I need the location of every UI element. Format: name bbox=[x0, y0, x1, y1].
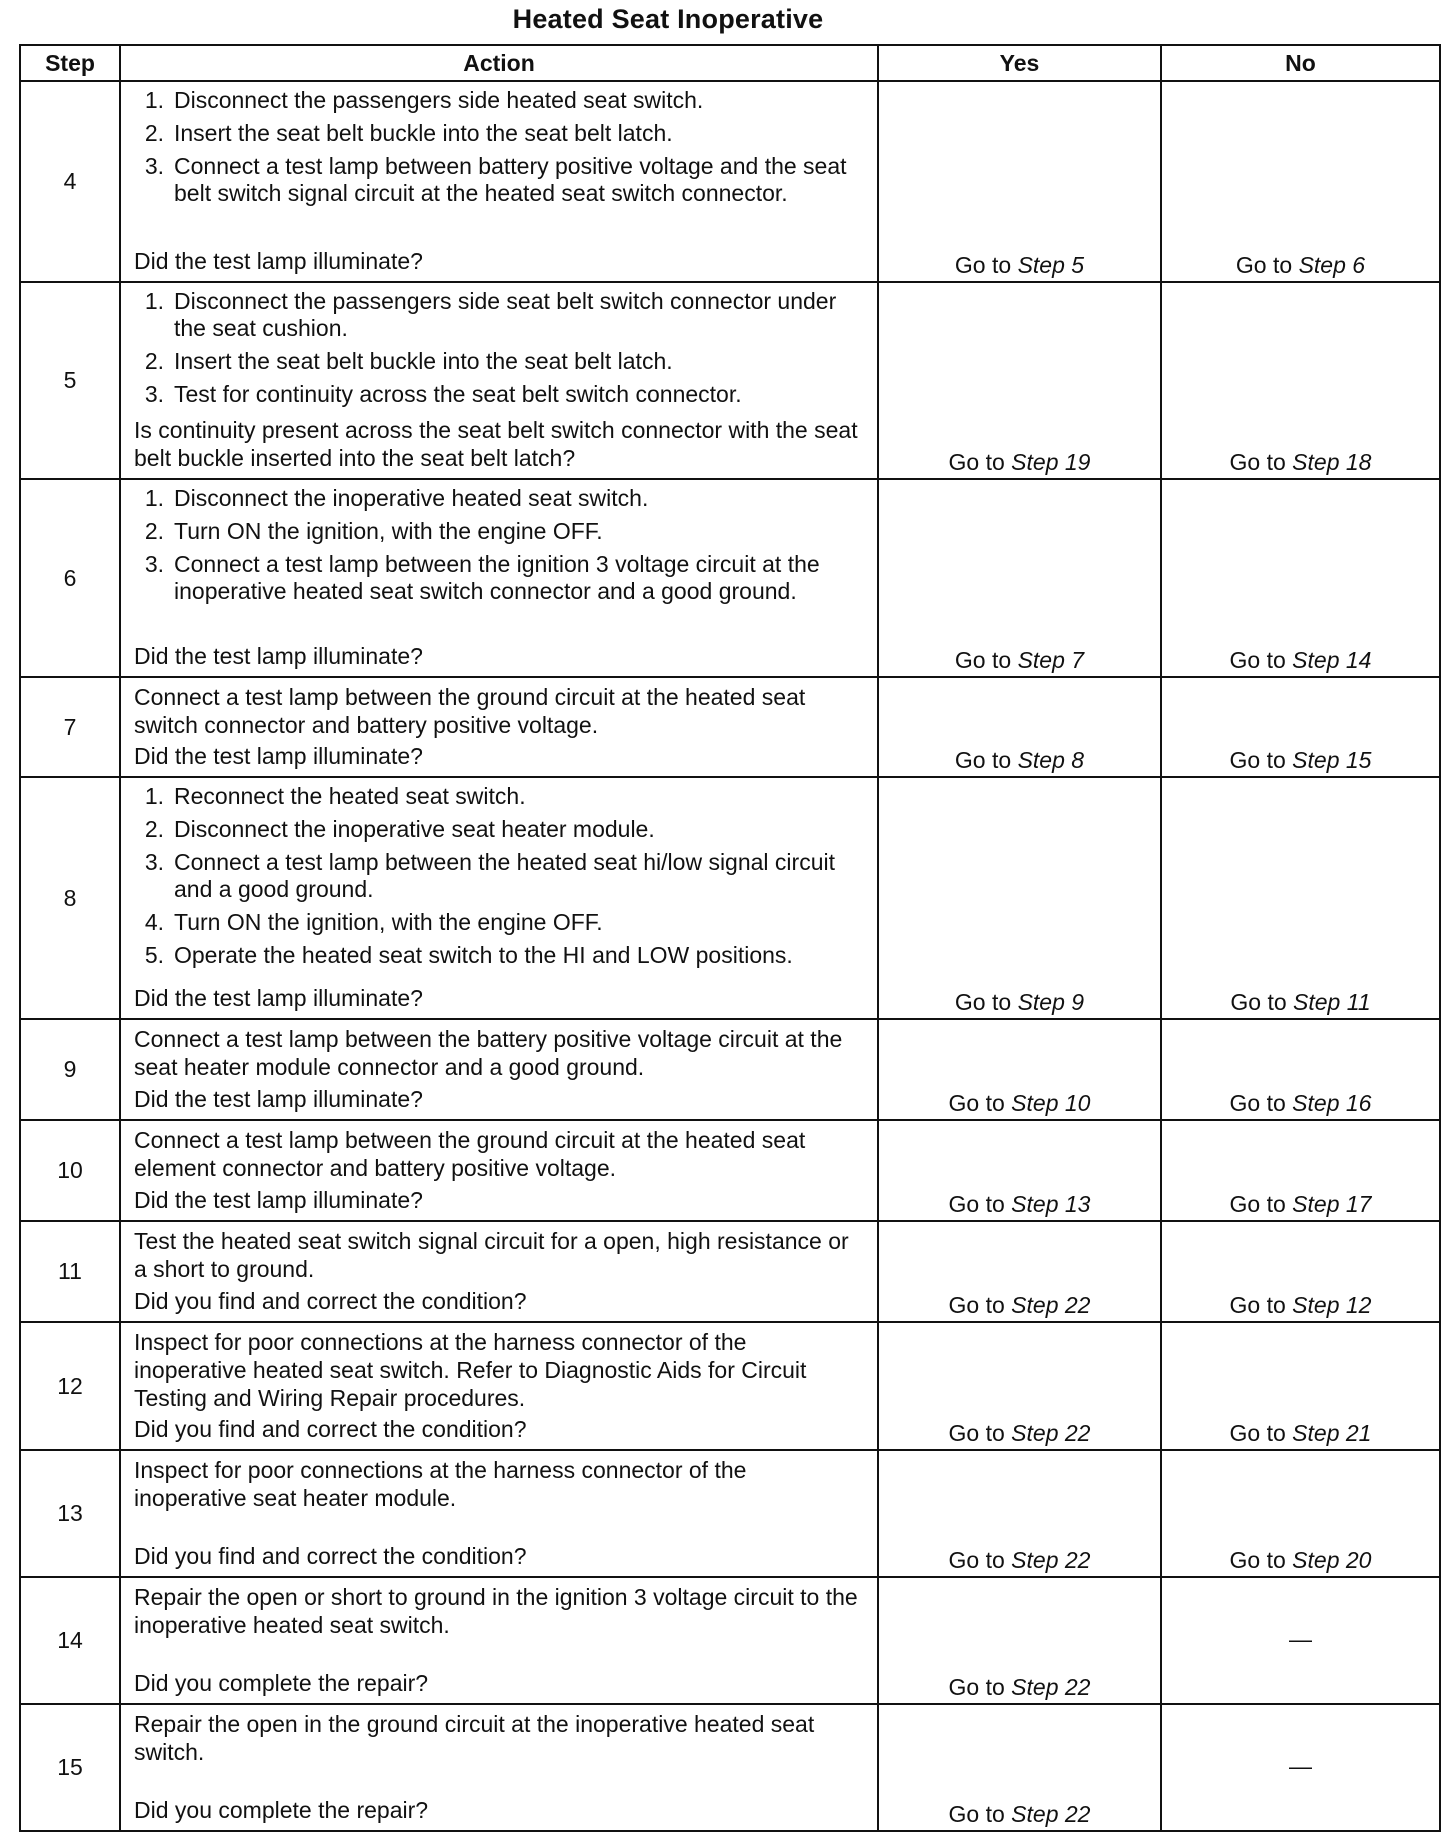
goto-step-link[interactable]: Step 8 bbox=[1017, 747, 1085, 773]
no-goto bbox=[1162, 989, 1439, 1016]
list-item-number: 3. bbox=[144, 551, 164, 577]
goto-prefix: Go to bbox=[948, 1801, 1005, 1827]
action-list-item bbox=[134, 909, 865, 936]
yes-cell bbox=[878, 282, 1161, 479]
list-item-number: 1. bbox=[144, 783, 164, 809]
action-list-item bbox=[134, 551, 865, 605]
yes-cell bbox=[878, 81, 1161, 282]
action-cell bbox=[120, 777, 878, 1019]
step-number: 8 bbox=[20, 777, 120, 1019]
yes-goto bbox=[879, 1292, 1160, 1319]
goto-step-link[interactable]: Step 7 bbox=[1017, 647, 1085, 673]
list-item-number: 1. bbox=[144, 485, 164, 511]
yes-cell bbox=[878, 1019, 1161, 1120]
action-text: Repair the open or short to ground in the ignition 3 voltage circuit to the inoperative heated seat switch. bbox=[134, 1584, 858, 1638]
action-cell bbox=[120, 282, 878, 479]
no-goto bbox=[1162, 1292, 1439, 1319]
table-row bbox=[20, 777, 1440, 1019]
yes-goto bbox=[879, 1801, 1160, 1828]
list-item-number: 1. bbox=[144, 288, 164, 314]
goto-step-link[interactable]: Step 22 bbox=[1011, 1292, 1091, 1318]
yes-cell bbox=[878, 1120, 1161, 1221]
action-question: Did you complete the repair? bbox=[134, 1797, 429, 1823]
yes-cell bbox=[878, 1577, 1161, 1704]
step-number: 9 bbox=[20, 1019, 120, 1120]
goto-prefix: Go to bbox=[1230, 989, 1287, 1015]
goto-prefix: Go to bbox=[948, 1674, 1005, 1700]
list-item-number: 5. bbox=[144, 942, 164, 968]
no-goto bbox=[1162, 449, 1439, 476]
goto-step-link[interactable]: Step 5 bbox=[1017, 252, 1085, 278]
action-question: Did the test lamp illuminate? bbox=[134, 743, 423, 769]
table-row bbox=[20, 677, 1440, 777]
list-item-text: Disconnect the passengers side heated seat switch. bbox=[174, 87, 704, 113]
action-question: Did you find and correct the condition? bbox=[134, 1288, 527, 1314]
goto-step-link[interactable]: Step 19 bbox=[1011, 449, 1091, 475]
action-question: Did the test lamp illuminate? bbox=[134, 985, 423, 1011]
list-item-text: Turn ON the ignition, with the engine OFF. bbox=[174, 909, 603, 935]
action-list-item bbox=[134, 153, 865, 207]
no-goto bbox=[1162, 252, 1439, 279]
goto-step-link[interactable]: Step 16 bbox=[1292, 1090, 1372, 1116]
goto-prefix: Go to bbox=[954, 989, 1012, 1015]
action-text: Inspect for poor connections at the harness connector of the inoperative seat heater module. bbox=[134, 1457, 747, 1511]
goto-step-link[interactable]: Step 9 bbox=[1017, 989, 1085, 1015]
goto-prefix: Go to bbox=[1229, 1191, 1286, 1217]
action-cell bbox=[120, 479, 878, 677]
action-cell bbox=[120, 1577, 878, 1704]
action-question: Did you find and correct the condition? bbox=[134, 1416, 527, 1442]
not-applicable-dash: — bbox=[1289, 1625, 1312, 1652]
step-number: 10 bbox=[20, 1120, 120, 1221]
no-goto bbox=[1162, 1420, 1439, 1447]
page-title: Heated Seat Inoperative bbox=[512, 4, 824, 34]
goto-prefix: Go to bbox=[1229, 449, 1286, 475]
yes-goto bbox=[879, 449, 1160, 476]
no-goto bbox=[1162, 1191, 1439, 1218]
list-item-number: 2. bbox=[144, 120, 164, 146]
action-text: Inspect for poor connections at the harness connector of the inoperative heated seat switch. Refer to Diagnostic Aids for Circuit Testing and Wiring Repair procedures. bbox=[134, 1329, 807, 1411]
goto-prefix: Go to bbox=[1229, 1547, 1286, 1573]
no-cell bbox=[1161, 1704, 1440, 1831]
goto-step-link[interactable]: Step 13 bbox=[1011, 1191, 1091, 1217]
list-item-number: 2. bbox=[144, 348, 164, 374]
action-question: Did you complete the repair? bbox=[134, 1670, 429, 1696]
step-number: 12 bbox=[20, 1322, 120, 1450]
goto-prefix: Go to bbox=[1229, 1420, 1286, 1446]
yes-cell bbox=[878, 1450, 1161, 1577]
goto-prefix: Go to bbox=[948, 1547, 1005, 1573]
action-list-item bbox=[134, 816, 865, 843]
list-item-text: Connect a test lamp between battery positive voltage and the seat belt switch signal circuit at the heated seat switch connector. bbox=[174, 153, 847, 206]
action-list bbox=[134, 783, 865, 969]
action-question: Did the test lamp illuminate? bbox=[134, 1086, 423, 1112]
header-step: Step bbox=[20, 45, 120, 81]
no-cell bbox=[1161, 777, 1440, 1019]
goto-prefix: Go to bbox=[1235, 252, 1293, 278]
goto-step-link[interactable]: Step 6 bbox=[1298, 252, 1366, 278]
step-number: 6 bbox=[20, 479, 120, 677]
action-cell bbox=[120, 1450, 878, 1577]
yes-cell bbox=[878, 1704, 1161, 1831]
table-row bbox=[20, 282, 1440, 479]
action-list-item bbox=[134, 518, 865, 545]
table-row bbox=[20, 81, 1440, 282]
list-item-text: Reconnect the heated seat switch. bbox=[174, 783, 526, 809]
goto-prefix: Go to bbox=[948, 1090, 1005, 1116]
no-cell bbox=[1161, 1450, 1440, 1577]
goto-step-link[interactable]: Step 22 bbox=[1011, 1420, 1091, 1446]
action-cell bbox=[120, 1704, 878, 1831]
yes-goto bbox=[879, 647, 1160, 674]
no-cell bbox=[1161, 282, 1440, 479]
table-row bbox=[20, 479, 1440, 677]
yes-goto bbox=[879, 1191, 1160, 1218]
action-cell bbox=[120, 677, 878, 777]
step-number: 15 bbox=[20, 1704, 120, 1831]
list-item-text: Connect a test lamp between the heated seat hi/low signal circuit and a good ground. bbox=[174, 849, 835, 902]
step-number: 5 bbox=[20, 282, 120, 479]
list-item-number: 4. bbox=[144, 909, 164, 935]
action-list bbox=[134, 87, 865, 207]
table-row bbox=[20, 1704, 1440, 1831]
action-cell bbox=[120, 1322, 878, 1450]
step-number: 14 bbox=[20, 1577, 120, 1704]
goto-step-link[interactable]: Step 10 bbox=[1011, 1090, 1091, 1116]
action-text: Connect a test lamp between the battery positive voltage circuit at the seat heater module connector and a good ground. bbox=[134, 1026, 843, 1080]
action-cell bbox=[120, 1120, 878, 1221]
goto-prefix: Go to bbox=[1229, 647, 1286, 673]
action-list-item bbox=[134, 849, 865, 903]
yes-cell bbox=[878, 479, 1161, 677]
action-text: Repair the open in the ground circuit at the inoperative heated seat switch. bbox=[134, 1711, 815, 1765]
table-row bbox=[20, 1221, 1440, 1322]
goto-step-link[interactable]: Step 11 bbox=[1293, 989, 1371, 1015]
goto-step-link[interactable]: Step 22 bbox=[1011, 1801, 1091, 1827]
no-cell bbox=[1161, 677, 1440, 777]
step-number: 7 bbox=[20, 677, 120, 777]
no-cell bbox=[1161, 1019, 1440, 1120]
goto-step-link[interactable]: Step 21 bbox=[1292, 1420, 1372, 1446]
action-list-item bbox=[134, 87, 865, 114]
goto-prefix: Go to bbox=[1229, 1292, 1286, 1318]
goto-step-link[interactable]: Step 22 bbox=[1011, 1674, 1091, 1700]
header-row bbox=[20, 45, 1440, 81]
step-number: 13 bbox=[20, 1450, 120, 1577]
no-cell bbox=[1161, 1577, 1440, 1704]
action-list-item bbox=[134, 288, 865, 342]
yes-cell bbox=[878, 1221, 1161, 1322]
not-applicable-dash: — bbox=[1289, 1752, 1312, 1779]
action-question: Did the test lamp illuminate? bbox=[134, 1187, 423, 1213]
no-goto bbox=[1162, 1547, 1439, 1574]
yes-goto bbox=[879, 989, 1160, 1016]
goto-prefix: Go to bbox=[948, 449, 1005, 475]
no-cell bbox=[1161, 1120, 1440, 1221]
action-question: Did you find and correct the condition? bbox=[134, 1543, 527, 1569]
header-yes: Yes bbox=[878, 45, 1161, 81]
yes-goto bbox=[879, 1090, 1160, 1117]
table-row bbox=[20, 1120, 1440, 1221]
list-item-text: Operate the heated seat switch to the HI and LOW positions. bbox=[174, 942, 793, 968]
goto-step-link[interactable]: Step 14 bbox=[1292, 647, 1372, 673]
action-list bbox=[134, 288, 865, 408]
action-cell bbox=[120, 1019, 878, 1120]
list-item-text: Turn ON the ignition, with the engine OFF. bbox=[174, 518, 603, 544]
goto-prefix: Go to bbox=[948, 1420, 1005, 1446]
goto-prefix: Go to bbox=[1229, 1090, 1286, 1116]
list-item-text: Test for continuity across the seat belt switch connector. bbox=[174, 381, 742, 407]
list-item-number: 2. bbox=[144, 816, 164, 842]
yes-goto bbox=[879, 252, 1160, 279]
list-item-number: 3. bbox=[144, 849, 164, 875]
table-row bbox=[20, 1322, 1440, 1450]
action-text: Test the heated seat switch signal circuit for a open, high resistance or a short to ground. bbox=[134, 1228, 849, 1282]
action-list-item bbox=[134, 348, 865, 375]
action-list-item bbox=[134, 783, 865, 810]
goto-prefix: Go to bbox=[954, 252, 1012, 278]
step-number: 4 bbox=[20, 81, 120, 282]
table-row bbox=[20, 1450, 1440, 1577]
action-text: Connect a test lamp between the ground circuit at the heated seat switch connector and battery positive voltage. bbox=[134, 684, 806, 738]
list-item-text: Disconnect the passengers side seat belt switch connector under the seat cushion. bbox=[174, 288, 837, 341]
yes-cell bbox=[878, 677, 1161, 777]
table-row bbox=[20, 1577, 1440, 1704]
action-question: Is continuity present across the seat belt switch connector with the seat belt buckle inserted into the seat belt latch? bbox=[134, 417, 858, 471]
yes-goto bbox=[879, 1420, 1160, 1447]
action-list-item bbox=[134, 942, 865, 969]
yes-cell bbox=[878, 777, 1161, 1019]
action-text: Connect a test lamp between the ground circuit at the heated seat element connector and battery positive voltage. bbox=[134, 1127, 806, 1181]
action-list-item bbox=[134, 485, 865, 512]
list-item-number: 3. bbox=[144, 381, 164, 407]
table-body bbox=[20, 81, 1440, 1831]
goto-prefix: Go to bbox=[1229, 747, 1286, 773]
step-number: 11 bbox=[20, 1221, 120, 1322]
goto-step-link[interactable]: Step 17 bbox=[1292, 1191, 1372, 1217]
yes-goto bbox=[879, 1547, 1160, 1574]
action-question: Did the test lamp illuminate? bbox=[134, 248, 423, 274]
goto-step-link[interactable]: Step 20 bbox=[1292, 1547, 1372, 1573]
diagnostic-table bbox=[19, 44, 1441, 1832]
list-item-number: 1. bbox=[144, 87, 164, 113]
action-question: Did the test lamp illuminate? bbox=[134, 643, 423, 669]
header-no: No bbox=[1161, 45, 1440, 81]
action-cell bbox=[120, 81, 878, 282]
no-goto bbox=[1162, 1090, 1439, 1117]
yes-goto bbox=[879, 1674, 1160, 1701]
goto-prefix: Go to bbox=[954, 647, 1012, 673]
goto-prefix: Go to bbox=[948, 1292, 1005, 1318]
list-item-text: Disconnect the inoperative seat heater module. bbox=[174, 816, 655, 842]
action-list-item bbox=[134, 381, 865, 408]
list-item-text: Insert the seat belt buckle into the seat belt latch. bbox=[174, 120, 673, 146]
no-cell bbox=[1161, 1322, 1440, 1450]
goto-step-link[interactable]: Step 12 bbox=[1292, 1292, 1372, 1318]
no-goto bbox=[1162, 747, 1439, 774]
goto-step-link[interactable]: Step 22 bbox=[1011, 1547, 1091, 1573]
goto-step-link[interactable]: Step 15 bbox=[1292, 747, 1372, 773]
no-goto bbox=[1162, 647, 1439, 674]
action-cell bbox=[120, 1221, 878, 1322]
action-list-item bbox=[134, 120, 865, 147]
list-item-number: 3. bbox=[144, 153, 164, 179]
list-item-text: Connect a test lamp between the ignition 3 voltage circuit at the inoperative heated seat switch connector and a good ground. bbox=[174, 551, 820, 604]
yes-goto bbox=[879, 747, 1160, 774]
yes-cell bbox=[878, 1322, 1161, 1450]
goto-prefix: Go to bbox=[954, 747, 1012, 773]
table-row bbox=[20, 1019, 1440, 1120]
no-cell bbox=[1161, 479, 1440, 677]
goto-step-link[interactable]: Step 18 bbox=[1292, 449, 1372, 475]
no-cell bbox=[1161, 1221, 1440, 1322]
action-list bbox=[134, 485, 865, 605]
list-item-number: 2. bbox=[144, 518, 164, 544]
list-item-text: Insert the seat belt buckle into the seat belt latch. bbox=[174, 348, 673, 374]
goto-prefix: Go to bbox=[948, 1191, 1005, 1217]
no-cell bbox=[1161, 81, 1440, 282]
list-item-text: Disconnect the inoperative heated seat switch. bbox=[174, 485, 649, 511]
header-action: Action bbox=[120, 45, 878, 81]
